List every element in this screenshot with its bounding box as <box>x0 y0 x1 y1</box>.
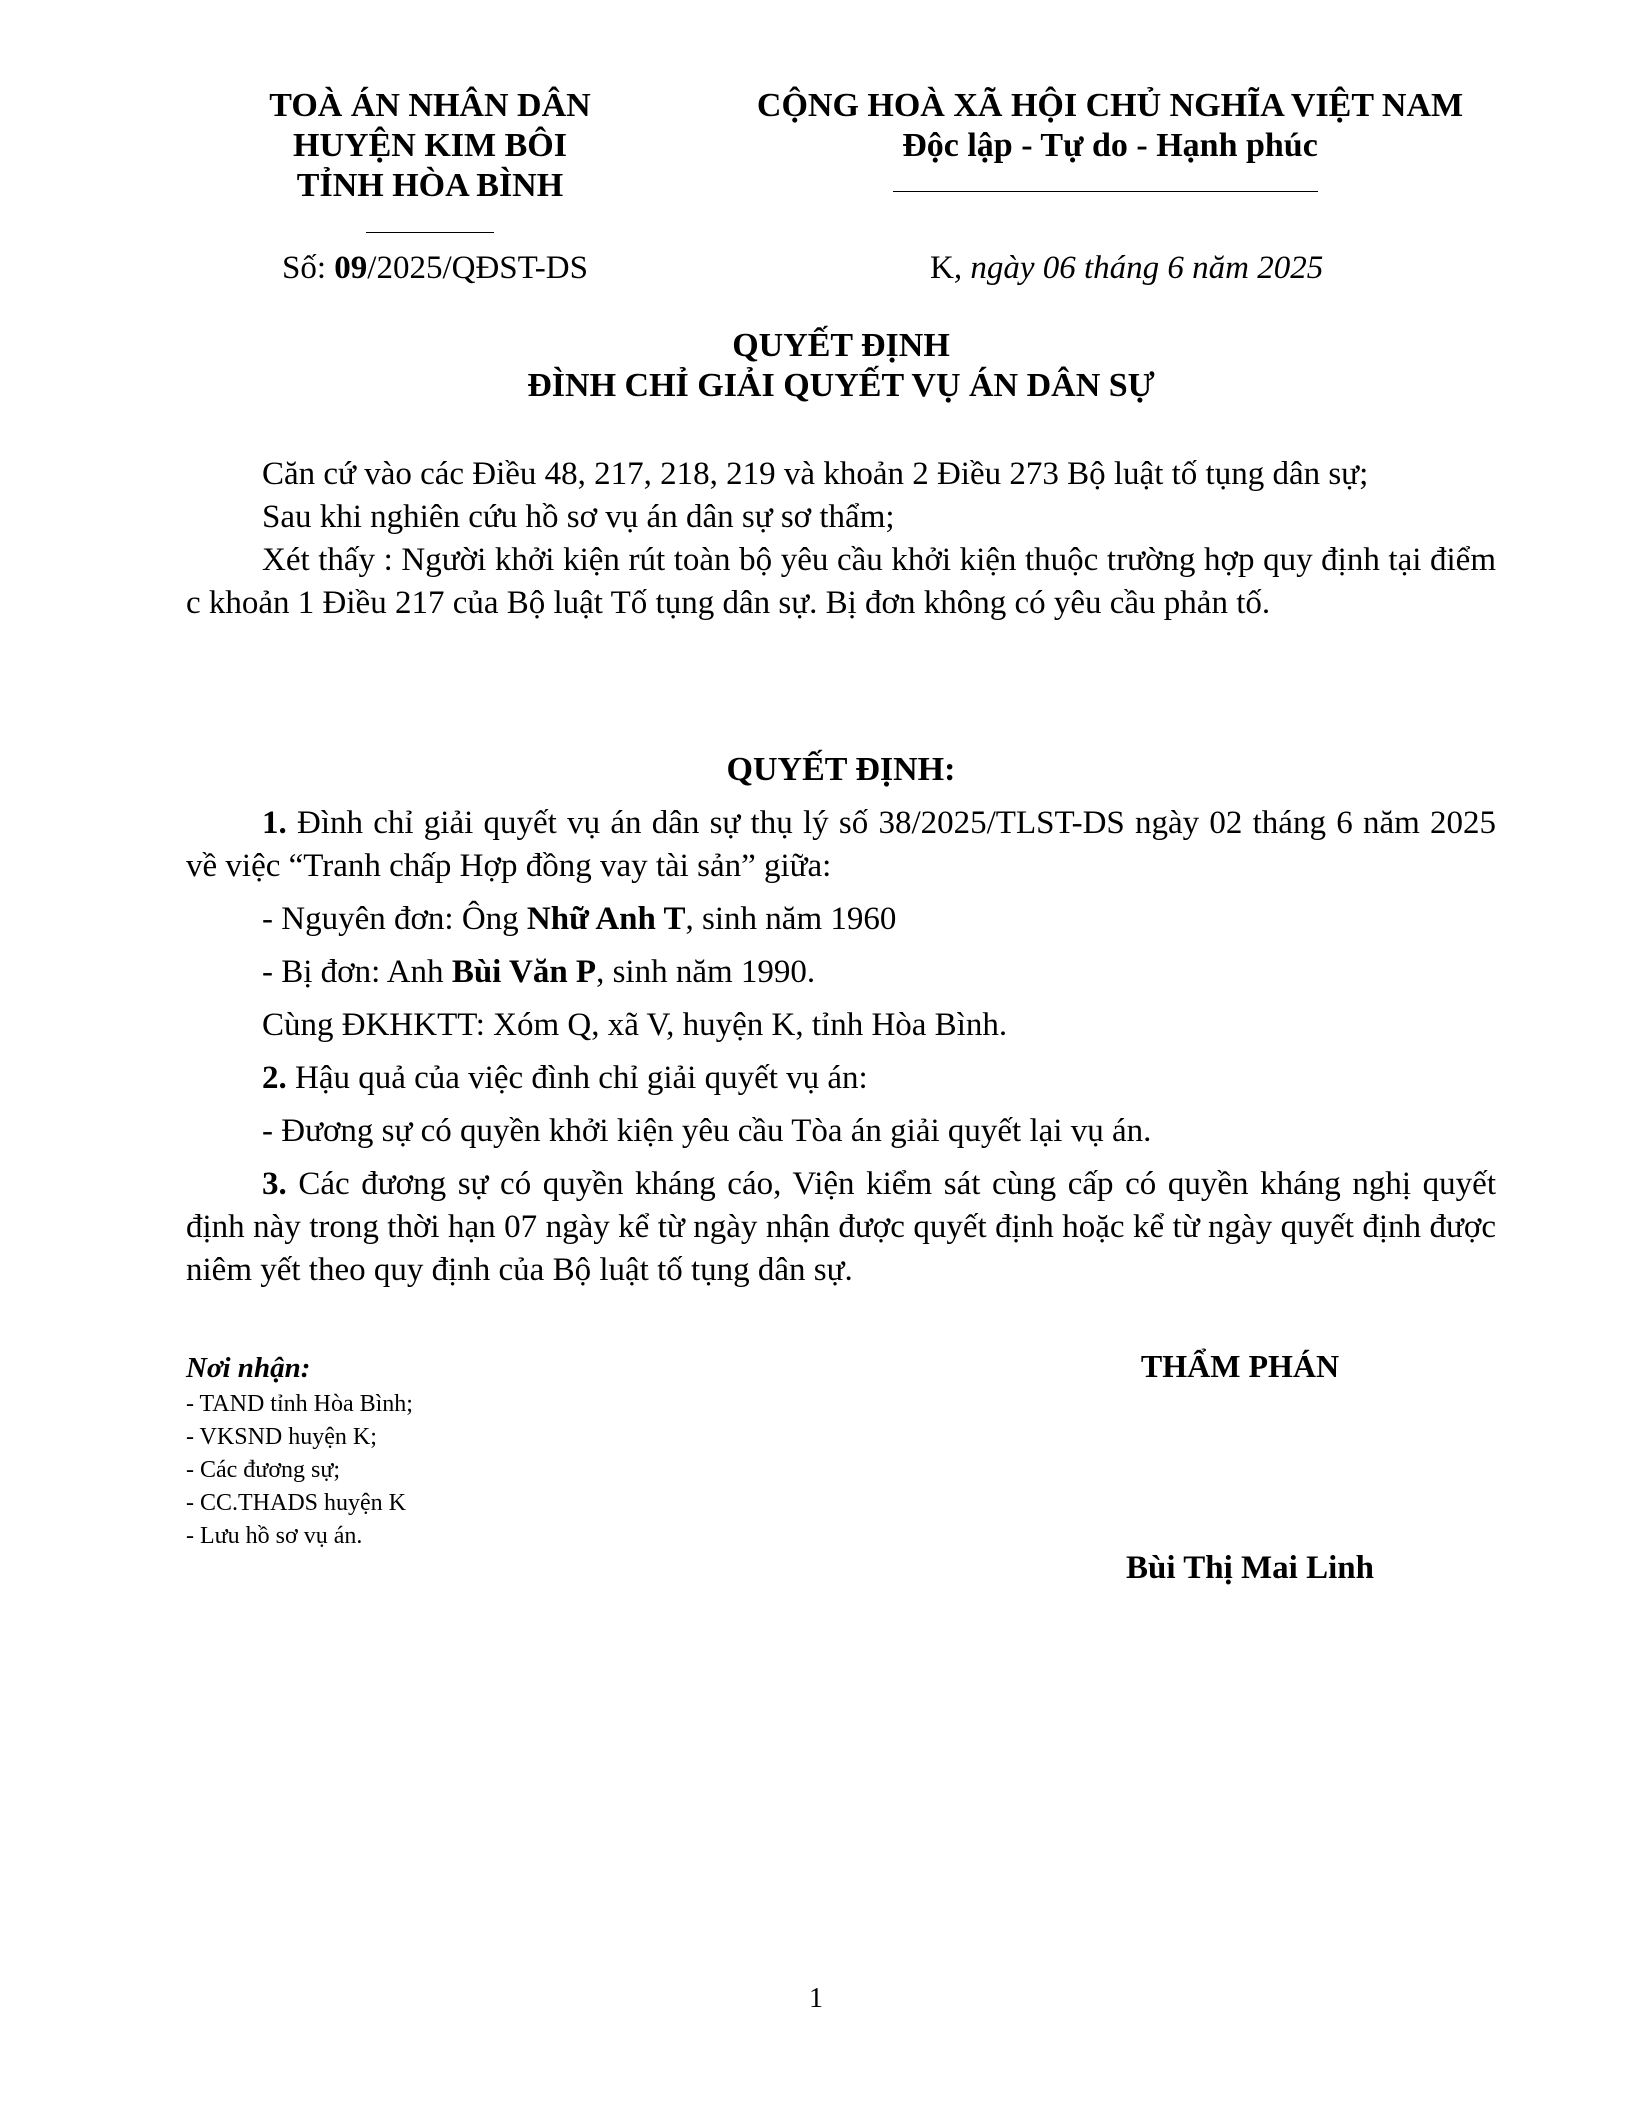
page-number: 1 <box>809 1983 823 2014</box>
decision-item-3 <box>186 1163 1496 1292</box>
recipient-item: - Lưu hồ sơ vụ án. <box>186 1523 363 1549</box>
address-line: Cùng ĐKHKTT: Xóm Q, xã V, huyện K, tỉnh Hòa Bình. <box>262 1007 1008 1043</box>
decision-item-1 <box>186 802 1496 888</box>
item-text: Đình chỉ giải quyết vụ án dân sự thụ lý số 38/2025/TLST-DS ngày 02 tháng 6 năm 2025 về việc “Tranh chấp Hợp đồng vay tài sản” giữa: <box>186 805 1496 884</box>
place-date <box>930 248 1323 288</box>
recipient-item: - VKSND huyện K; <box>186 1424 377 1450</box>
nation-name: CỘNG HOÀ XÃ HỘI CHỦ NGHĨA VIỆT NAM <box>756 87 1464 124</box>
plaintiff-name: Nhữ Anh T <box>526 901 686 937</box>
signer-name: Bùi Thị Mai Linh <box>1126 1550 1374 1586</box>
title-line-2: ĐÌNH CHỈ GIẢI QUYẾT VỤ ÁN DÂN SỰ <box>527 367 1155 404</box>
court-underline <box>366 232 494 233</box>
court-line: TOÀ ÁN NHÂN DÂN <box>269 87 591 124</box>
item-text: Các đương sự có quyền kháng cáo, Viện kiểm sát cùng cấp có quyền kháng nghị quyết định này trong thời hạn 07 ngày kể từ ngày nhận được quyết định hoặc kể từ ngày quyết định được niêm yết theo quy định của Bộ luật tố tụng dân sự. <box>186 1166 1496 1288</box>
motto: Độc lập - Tự do - Hạnh phúc <box>902 127 1318 164</box>
signer-role: THẨM PHÁN <box>1140 1348 1340 1384</box>
item-number: 1. <box>262 805 287 841</box>
title-line-1: QUYẾT ĐỊNH <box>732 327 950 364</box>
recipient-item: - CC.THADS huyện K <box>186 1490 406 1516</box>
consideration: Xét thấy : Người khởi kiện rút toàn bộ yêu cầu khởi kiện thuộc trường hợp quy định tại điểm c khoản 1 Điều 217 của Bộ luật Tố tụng dân sự. Bị đơn không có yêu cầu phản tố. <box>186 542 1496 621</box>
court-line: HUYỆN KIM BÔI <box>293 127 567 164</box>
motto-underline <box>893 191 1318 192</box>
decision-body <box>186 802 1496 1292</box>
plaintiff-prefix: - Nguyên đơn: Ông <box>262 901 527 937</box>
recipients-block <box>186 1350 413 1553</box>
docno-number: 09 <box>334 250 368 286</box>
preamble <box>186 453 1496 625</box>
decision-item-2 <box>186 1057 1496 1100</box>
court-name-block <box>240 86 620 206</box>
docno-prefix: Số: <box>282 250 335 286</box>
document-title <box>186 326 1496 406</box>
date: , ngày 06 tháng 6 năm 2025 <box>953 250 1324 286</box>
place: K <box>930 250 954 286</box>
legal-basis: Căn cứ vào các Điều 48, 217, 218, 219 và khoản 2 Điều 273 Bộ luật tố tụng dân sự; <box>262 456 1369 492</box>
court-line: TỈNH HÒA BÌNH <box>296 167 564 204</box>
item-text: Hậu quả của việc đình chỉ giải quyết vụ án: <box>286 1060 868 1096</box>
plaintiff-suffix: , sinh năm 1960 <box>685 901 897 937</box>
consequence-line: - Đương sự có quyền khởi kiện yêu cầu Tòa án giải quyết lại vụ án. <box>262 1113 1152 1149</box>
recipients-list <box>186 1388 413 1553</box>
recipients-label: Nơi nhận: <box>186 1352 311 1384</box>
defendant-line <box>186 951 1496 994</box>
defendant-prefix: - Bị đơn: Anh <box>262 954 452 990</box>
defendant-name: Bùi Văn P <box>451 954 597 990</box>
national-motto-block <box>740 86 1480 166</box>
recipient-item: - Các đương sự; <box>186 1457 341 1483</box>
defendant-suffix: , sinh năm 1990. <box>596 954 816 990</box>
plaintiff-line <box>186 898 1496 941</box>
document-number <box>282 248 588 288</box>
review-statement: Sau khi nghiên cứu hồ sơ vụ án dân sự sơ thẩm; <box>262 499 895 535</box>
item-number: 3. <box>262 1166 287 1202</box>
decision-heading: QUYẾT ĐỊNH: <box>726 751 956 788</box>
docno-suffix: /2025/QĐST-DS <box>367 250 588 286</box>
item-number: 2. <box>262 1060 287 1096</box>
recipient-item: - TAND tỉnh Hòa Bình; <box>186 1391 413 1417</box>
